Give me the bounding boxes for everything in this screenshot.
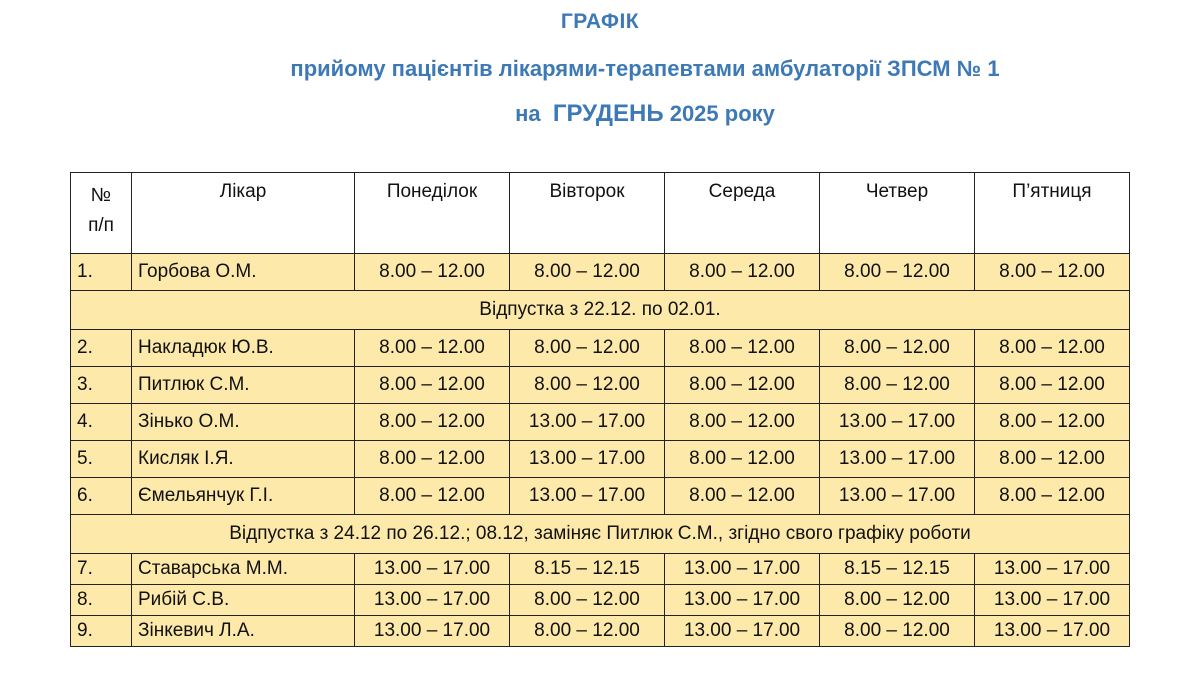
doctor-name: Ємельянчук Г.І. bbox=[132, 478, 355, 515]
time-cell-fri: 8.00 – 12.00 bbox=[975, 254, 1130, 291]
time-cell-tue: 13.00 – 17.00 bbox=[510, 441, 665, 478]
header-friday: П’ятниця bbox=[975, 173, 1130, 254]
table-row bbox=[71, 554, 1130, 585]
note-row bbox=[71, 291, 1130, 330]
time-cell-thu: 8.00 – 12.00 bbox=[820, 585, 975, 616]
time-cell-tue: 8.00 – 12.00 bbox=[510, 367, 665, 404]
table-row bbox=[71, 367, 1130, 404]
time-cell-thu: 8.00 – 12.00 bbox=[820, 367, 975, 404]
time-cell-mon: 8.00 – 12.00 bbox=[355, 330, 510, 367]
time-cell-wed: 8.00 – 12.00 bbox=[665, 367, 820, 404]
header-monday: Понеділок bbox=[355, 173, 510, 254]
row-number: 1. bbox=[71, 254, 132, 291]
doctor-name: Зінкевич Л.А. bbox=[132, 616, 355, 647]
time-cell-thu: 8.00 – 12.00 bbox=[820, 254, 975, 291]
doctor-name: Рибій С.В. bbox=[132, 585, 355, 616]
time-cell-mon: 13.00 – 17.00 bbox=[355, 616, 510, 647]
time-cell-fri: 8.00 – 12.00 bbox=[975, 404, 1130, 441]
time-cell-tue: 8.00 – 12.00 bbox=[510, 585, 665, 616]
row-number: 3. bbox=[71, 367, 132, 404]
time-cell-tue: 8.00 – 12.00 bbox=[510, 616, 665, 647]
header-number-line1: № bbox=[90, 185, 112, 206]
time-cell-mon: 8.00 – 12.00 bbox=[355, 404, 510, 441]
time-cell-thu: 13.00 – 17.00 bbox=[820, 404, 975, 441]
row-number: 9. bbox=[71, 616, 132, 647]
row-number: 6. bbox=[71, 478, 132, 515]
header-doctor: Лікар bbox=[132, 173, 355, 254]
time-cell-mon: 8.00 – 12.00 bbox=[355, 441, 510, 478]
doctor-name: Горбова О.М. bbox=[132, 254, 355, 291]
doctor-name: Зінько О.М. bbox=[132, 404, 355, 441]
table-row bbox=[71, 616, 1130, 647]
table-row bbox=[71, 478, 1130, 515]
time-cell-mon: 13.00 – 17.00 bbox=[355, 585, 510, 616]
time-cell-fri: 8.00 – 12.00 bbox=[975, 478, 1130, 515]
header-tuesday: Вівторок bbox=[510, 173, 665, 254]
time-cell-thu: 8.15 – 12.15 bbox=[820, 554, 975, 585]
time-cell-wed: 8.00 – 12.00 bbox=[665, 441, 820, 478]
period-prefix: на bbox=[515, 101, 541, 126]
row-number: 4. bbox=[71, 404, 132, 441]
row-number: 5. bbox=[71, 441, 132, 478]
doctor-name: Ставарська М.М. bbox=[132, 554, 355, 585]
time-cell-wed: 8.00 – 12.00 bbox=[665, 330, 820, 367]
time-cell-fri: 8.00 – 12.00 bbox=[975, 330, 1130, 367]
time-cell-tue: 8.15 – 12.15 bbox=[510, 554, 665, 585]
header-wednesday: Середа bbox=[665, 173, 820, 254]
time-cell-thu: 8.00 – 12.00 bbox=[820, 616, 975, 647]
doctor-name: Кисляк І.Я. bbox=[132, 441, 355, 478]
time-cell-wed: 13.00 – 17.00 bbox=[665, 554, 820, 585]
time-cell-mon: 8.00 – 12.00 bbox=[355, 254, 510, 291]
schedule-table bbox=[70, 172, 1130, 647]
document-title: ГРАФІК bbox=[560, 10, 640, 33]
time-cell-mon: 13.00 – 17.00 bbox=[355, 554, 510, 585]
time-cell-wed: 13.00 – 17.00 bbox=[665, 585, 820, 616]
document-subtitle: прийому пацієнтів лікарями-терапевтами амбулаторії ЗПСМ № 1 bbox=[290, 56, 1000, 81]
time-cell-tue: 8.00 – 12.00 bbox=[510, 254, 665, 291]
time-cell-tue: 13.00 – 17.00 bbox=[510, 404, 665, 441]
note-row bbox=[71, 515, 1130, 554]
header-thursday: Четвер bbox=[820, 173, 975, 254]
table-row bbox=[71, 254, 1130, 291]
header-number-line2: п/п bbox=[88, 215, 114, 236]
time-cell-fri: 13.00 – 17.00 bbox=[975, 554, 1130, 585]
time-cell-thu: 13.00 – 17.00 bbox=[820, 441, 975, 478]
time-cell-mon: 8.00 – 12.00 bbox=[355, 367, 510, 404]
table-row bbox=[71, 585, 1130, 616]
table-header-row bbox=[71, 173, 1130, 254]
period-suffix: 2025 року bbox=[669, 101, 775, 126]
vacation-note: Відпустка з 24.12 по 26.12.; 08.12, заміняє Питлюк С.М., згідно свого графіку роботи bbox=[71, 515, 1130, 554]
time-cell-wed: 8.00 – 12.00 bbox=[665, 254, 820, 291]
time-cell-fri: 13.00 – 17.00 bbox=[975, 616, 1130, 647]
time-cell-wed: 8.00 – 12.00 bbox=[665, 404, 820, 441]
time-cell-mon: 8.00 – 12.00 bbox=[355, 478, 510, 515]
time-cell-thu: 8.00 – 12.00 bbox=[820, 330, 975, 367]
time-cell-wed: 8.00 – 12.00 bbox=[665, 478, 820, 515]
row-number: 2. bbox=[71, 330, 132, 367]
table-row bbox=[71, 330, 1130, 367]
doctor-name: Питлюк С.М. bbox=[132, 367, 355, 404]
document-period bbox=[0, 100, 1200, 128]
time-cell-tue: 13.00 – 17.00 bbox=[510, 478, 665, 515]
vacation-note: Відпустка з 22.12. по 02.01. bbox=[71, 291, 1130, 330]
time-cell-fri: 8.00 – 12.00 bbox=[975, 441, 1130, 478]
time-cell-fri: 13.00 – 17.00 bbox=[975, 585, 1130, 616]
time-cell-tue: 8.00 – 12.00 bbox=[510, 330, 665, 367]
time-cell-fri: 8.00 – 12.00 bbox=[975, 367, 1130, 404]
doctor-name: Накладюк Ю.В. bbox=[132, 330, 355, 367]
period-month: ГРУДЕНЬ bbox=[552, 100, 664, 127]
time-cell-thu: 13.00 – 17.00 bbox=[820, 478, 975, 515]
table-row bbox=[71, 404, 1130, 441]
row-number: 8. bbox=[71, 585, 132, 616]
time-cell-wed: 13.00 – 17.00 bbox=[665, 616, 820, 647]
header-number bbox=[71, 173, 132, 254]
row-number: 7. bbox=[71, 554, 132, 585]
schedule-body bbox=[71, 254, 1130, 647]
table-row bbox=[71, 441, 1130, 478]
